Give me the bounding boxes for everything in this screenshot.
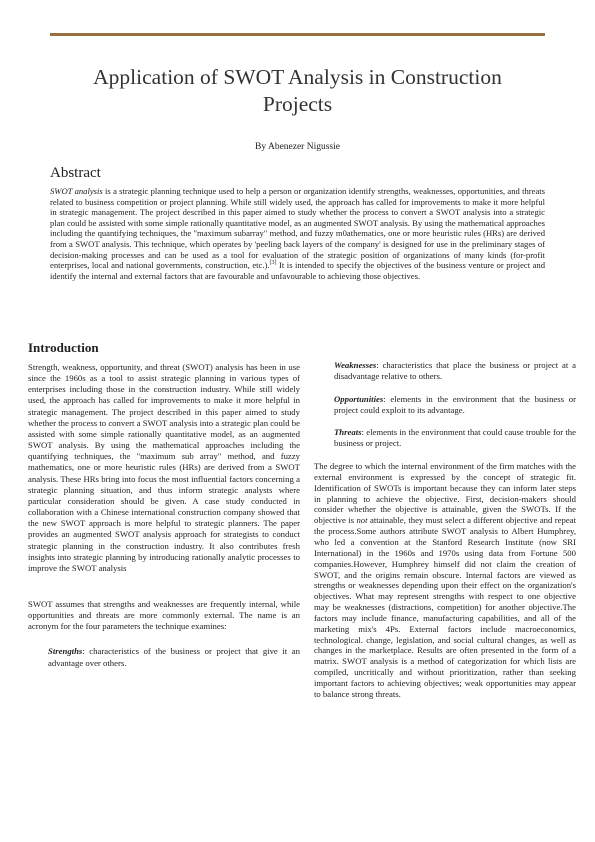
strengths-label: Strengths bbox=[48, 646, 83, 657]
intro-paragraph-3a: The degree to which the internal environment of the firm matches with the external environment is expressed by the concept of strategic fit. Identification of SWOTs is important because they can inform later steps in planning to achieve the objective. First, decision-makers should consider whether the objective is attainable, given the SWOTs. If the objective is bbox=[314, 461, 576, 526]
opportunities-text: : elements in the environment that the business or project could exploit to its advantage. bbox=[334, 393, 576, 415]
weaknesses-text: : characteristics that place the business or project at a disadvantage relative to others. bbox=[334, 360, 576, 381]
emphasis-not: not bbox=[356, 515, 368, 526]
introduction-heading: Introduction bbox=[28, 340, 99, 355]
abstract-heading: Abstract bbox=[50, 165, 101, 181]
weaknesses-label: Weaknesses bbox=[334, 360, 377, 370]
abstract-text: is a strategic planning technique used to help a person or organization identify strengths, weaknesses, opportunities, and threats related to business competition or project planning. While still widely used, the approach has called for improvements to make it more helpful in strategic management. The project described in this paper aimed to study whether the process to convert a SWOT analysis into a strategic plan could be assisted with some simple rationally quantitative model, as an augmented SWOT analysis. By using the mathematical approaches including the quantifying techniques, the "maximum subarray" method, and fuzzy m0athematics, one or more heuristic rules (HRs) are derived from a SWOT analysis. This technique, which operates by 'peeling back layers of the company' is designed for use in the preliminary stages of decision-making processes and can be used as a tool for evaluation of the strategic position of organizations of many kinds (for-profit enterprises, local and national governments, construction, etc.). bbox=[50, 186, 545, 271]
intro-paragraph-3b: attainable, they must select a different objective and repeat the process.Some authors attribute SWOT analysis to Albert Humphrey, who led a convention at the Stanford Research Institute (now SRI International) in the 1960s and 1970s using data from Fortune 500 companies.However, Humphrey himself did not claim the creation of SWOT, and the origins remain obscure. Internal factors are viewed as strengths or weaknesses depending upon their effect on the organization's objectives. What may represent strengths with respect to one objective may be weaknesses (distractions, competition) for another objective.The factors may include finance, manufacturing capabilities, and all of the marketing mix's 4Ps. External factors include macroeconomics, technological. change, legislation, and social cultural changes, as well as changes in the marketplace. Results are often presented in the form of a matrix. SWOT analysis is a method of categorization for which lists are compiled, uncritically and without prioritization, rather than seeking important factors to achieving objectives; weak opportunities may appear to balance strong threats. bbox=[314, 515, 576, 699]
abstract-body bbox=[50, 186, 545, 281]
citation-ref[interactable]: [3] bbox=[269, 260, 277, 267]
abstract-lead: SWOT analysis bbox=[50, 186, 103, 196]
intro-paragraph-2: SWOT assumes that strengths and weaknesses are frequently internal, while opportunities and threats are more commonly external. The name is an acronym for the four parameters the technique examines: bbox=[28, 598, 300, 632]
author-line: By Abenezer Nigussie bbox=[255, 142, 340, 152]
opportunities-definition bbox=[334, 394, 576, 416]
strengths-definition bbox=[48, 646, 300, 668]
intro-paragraph-1: Strength, weakness, opportunity, and threat (SWOT) analysis has been in use since the 1960s as a tool to assist strategic planning in various types of enterprises including those in the construction industry. While still widely used, the approach has called for improvements to make it more helpful in strategic management. The project described in this paper aimed to study whether the process to convert a SWOT analysis into a strategic plan could be assisted with some simple rationally quantitative model, as an augmented SWOT analysis. By using the mathematical approaches including the quantifying techniques, the "maximum sub array" method, and fuzzy mathematics, one or more heuristic rules (HRs) are derived from a SWOT analysis. These HRs bring into focus the most influential factors concerning a strategic planning situation, and thus inform strategic analysts where particular consideration should be given. A case study conducted in collaboration with a Chinese international construction company showed that the new SWOT approach is more helpful to strategic planners. The paper provides an augmented SWOT analysis approach for strategists to conduct strategic planning in the construction industry. It also contributes fresh insights into strategic planning by introducing rationally analytic processes to improve the SWOT analysis bbox=[28, 362, 300, 573]
header-rule bbox=[50, 33, 545, 36]
strengths-text: : characteristics of the business or project that give it an advantage over others. bbox=[48, 646, 300, 668]
opportunities-label: Opportunities bbox=[334, 393, 384, 404]
weaknesses-definition bbox=[334, 360, 576, 382]
right-column bbox=[314, 360, 576, 700]
paper-title: Application of SWOT Analysis in Construction Projects bbox=[93, 65, 502, 116]
threats-text: : elements in the environment that could cause trouble for the business or project. bbox=[334, 427, 576, 449]
threats-label: Threats bbox=[334, 427, 362, 438]
threats-definition bbox=[334, 427, 576, 449]
intro-paragraph-3 bbox=[314, 461, 576, 700]
left-column bbox=[28, 362, 300, 669]
abstract-tail: It is intended to specify the objectives of the business venture or project and identify the internal and external factors that are favourable and unfavourable to achieving those objectives. bbox=[50, 260, 545, 281]
